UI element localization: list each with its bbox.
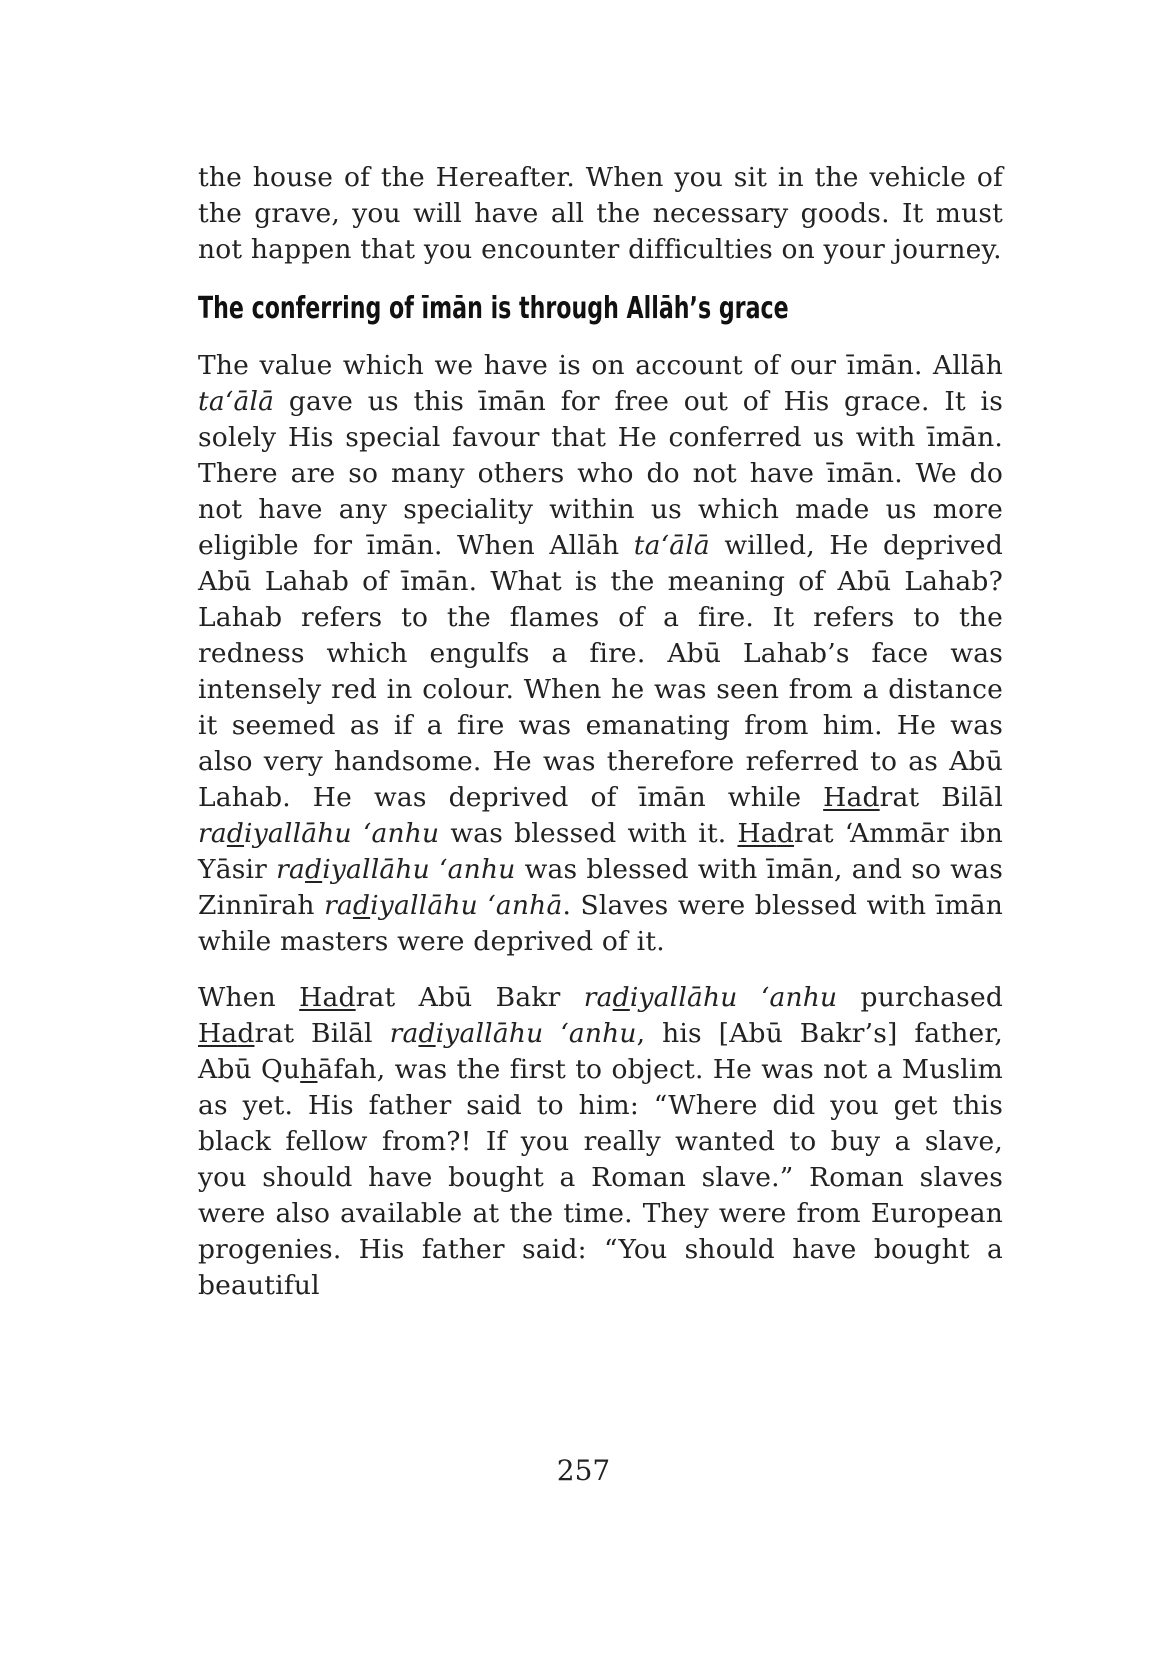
- underlined-letters: Ha: [823, 782, 863, 813]
- text-run: When: [198, 982, 300, 1013]
- text-run: ra: [389, 1018, 419, 1049]
- underlined-letters: d: [776, 818, 794, 849]
- text-run: rat Abū Bakr: [355, 982, 584, 1013]
- paragraph-1: the house of the Hereafter. When you sit in the vehicle of the grave, you will have all the necessary goods. It must not happen that you encounter difficulties on your journey.: [198, 162, 1003, 265]
- italic-term: [324, 890, 562, 921]
- italic-term: [276, 854, 515, 885]
- text-run: gave us this īmān for free out of His grace. It is solely His special favour that He conferred us with īmān. There are so many others who do not have īmān. We do not have any speciality within us which made us more eligible for īmān. When Allāh: [198, 386, 1003, 561]
- text-run: rat Bilāl: [879, 782, 1004, 813]
- section-heading: The conferring of īmān is through Allāh’s grace: [198, 291, 789, 326]
- page-body: [198, 160, 1003, 1304]
- italic-term: ta‘ālā: [198, 386, 275, 417]
- underlined-letters: d: [338, 982, 356, 1013]
- text-run: purchased: [837, 982, 1004, 1013]
- italic-term: [198, 818, 439, 849]
- text-run: The value which we have is on account of our īmān. Allāh: [198, 350, 1003, 381]
- text-run: iyallāhu ‘anhā: [370, 890, 563, 921]
- underlined-letters: Ha: [198, 1018, 238, 1049]
- underlined-letters: h: [300, 1054, 318, 1085]
- text-run: was blessed with īmān, and so was Zinnīrah: [198, 854, 1003, 921]
- paragraph-2: [198, 348, 1003, 960]
- text-run: iyallāhu ‘anhu: [244, 818, 440, 849]
- text-run: ra: [198, 818, 227, 849]
- page-number: 257: [556, 1454, 611, 1487]
- text-run: ra: [583, 982, 613, 1013]
- underlined-letters: d: [418, 1018, 436, 1049]
- underlined-letters: d: [862, 782, 880, 813]
- underlined-letters: d: [612, 982, 630, 1013]
- text-run: iyallāhu ‘anhu: [322, 854, 516, 885]
- text-run: rat Bilāl: [254, 1018, 390, 1049]
- paragraph-3: [198, 980, 1003, 1304]
- underlined-letters: Ha: [737, 818, 777, 849]
- text-run: willed, He deprived Abū Lahab of īmān. What is the meaning of Abū Lahab? Lahab refers to the flames of a fire. It refers to the redness which engulfs a fire. Abū Lahab’s face was intensely red in colour. When he was seen from a distance it seemed as if a fire was emanating from him. He was also very handsome. He was therefore referred to as Abū Lahab. He was deprived of īmān while: [198, 530, 1003, 813]
- text-run: iyallāhu ‘anhu: [435, 1018, 637, 1049]
- italic-term: ta‘ālā: [633, 530, 710, 561]
- underlined-letters: d: [305, 854, 323, 885]
- text-run: ra: [324, 890, 353, 921]
- underlined-letters: d: [352, 890, 371, 921]
- italic-term: [390, 1018, 637, 1049]
- italic-term: [584, 982, 838, 1013]
- text-run: iyallāhu ‘anhu: [629, 982, 838, 1013]
- text-run: āfah, was the first to object. He was not a Muslim as yet. His father said to him: “Where did you get this black fellow from?! If you really wanted to buy a slave, you should have bought a Roman slave.” Roman slaves were also available at the time. They were from European progenies. His father said: “You should have bought a beautiful: [198, 1054, 1003, 1301]
- text-run: was blessed with it.: [439, 818, 738, 849]
- text-run: ra: [276, 854, 306, 885]
- underlined-letters: Ha: [299, 982, 339, 1013]
- text-run: rat ‘Ammār ibn Yāsir: [198, 818, 1004, 885]
- underlined-letters: d: [226, 818, 245, 849]
- text-run: . Slaves were blessed with īmān while masters were deprived of it.: [198, 890, 1003, 957]
- underlined-letters: d: [237, 1018, 255, 1049]
- text-run: , his [Abū Bakr’s] father, Abū Qu: [198, 1018, 1003, 1085]
